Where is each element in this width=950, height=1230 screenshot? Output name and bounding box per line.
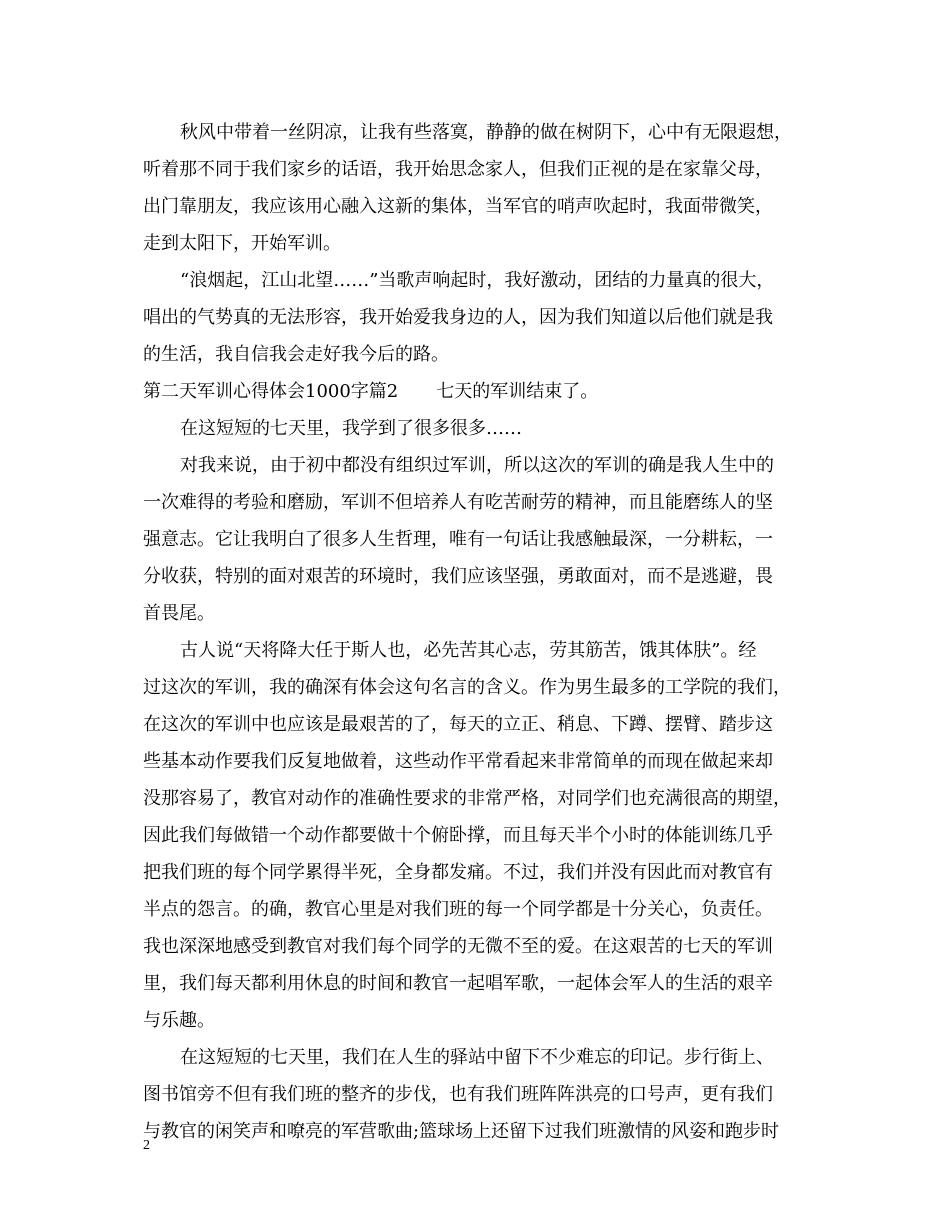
text-line: 里，我们每天都利用休息的时间和教官一起唱军歌，一起体会军人的生活的艰辛 [143, 973, 773, 994]
text-line: 分收获，特别的面对艰苦的环境时，我们应该坚强，勇敢面对，而不是逃避，畏 [143, 566, 773, 587]
section-heading-line [143, 373, 823, 410]
text-line: 过这次的军训，我的确深有体会这句名言的含义。作为男生最多的工学院的我们， [143, 677, 791, 698]
text-line: 在这次的军训中也应该是最艰苦的了，每天的立正、稍息、下蹲、摆臂、踏步这 [143, 714, 773, 735]
text-line: 在这短短的七天里，我学到了很多很多…… [180, 418, 522, 439]
text-line: “浪烟起，江山北望……”当歌声响起时，我好激动，团结的力量真的很大， [180, 270, 775, 291]
text-line: 对我来说，由于初中都没有组织过军训，所以这次的军训的确是我人生中的 [180, 455, 774, 476]
text-line: 因此我们每做错一个动作都要做十个俯卧撑，而且每天半个小时的体能训练几乎 [143, 825, 773, 846]
text-line: 唱出的气势真的无法形容，我开始爱我身边的人，因为我们知道以后他们就是我 [143, 307, 773, 328]
text-line: 图书馆旁不但有我们班的整齐的步伐，也有我们班阵阵洪亮的口号声，更有我们 [143, 1084, 773, 1105]
text-line: 秋风中带着一丝阴凉，让我有些落寞，静静的做在树阴下，心中有无限遐想， [180, 122, 792, 143]
text-line: 的生活，我自信我会走好我今后的路。 [143, 344, 449, 365]
paragraph-group-first [143, 114, 823, 373]
text-line: 古人说“天将降大任于斯人也，必先苦其心志，劳其筋苦，饿其体肤”。经 [180, 640, 757, 661]
document-body [143, 114, 823, 1150]
text-line: 没那容易了，教官对动作的准确性要求的非常严格，对同学们也充满很高的期望， [143, 788, 791, 809]
section-heading: 第二天军训心得体会1000字篇2 [143, 381, 399, 402]
text-line: 把我们班的每个同学累得半死，全身都发痛。不过，我们并没有因此而对教官有 [143, 862, 773, 883]
text-line: 听着那不同于我们家乡的话语，我开始思念家人，但我们正视的是在家靠父母， [143, 159, 773, 180]
paragraph-group-second [143, 410, 823, 1150]
text-line: 与乐趣。 [143, 1010, 215, 1031]
text-line: 走到太阳下，开始军训。 [143, 233, 341, 254]
text-line: 与教官的闲笑声和嘹亮的军营歌曲;篮球场上还留下过我们班激情的风姿和跑步时 [143, 1121, 780, 1142]
text-line: 半点的怨言。的确，教官心里是对我们班的每一个同学都是十分关心，负责任。 [143, 899, 773, 920]
text-line: 出门靠朋友，我应该用心融入这新的集体，当军官的哨声吹起时，我面带微笑， [143, 196, 773, 217]
text-line: 强意志。它让我明白了很多人生哲理，唯有一句话让我感触最深，一分耕耘，一 [143, 529, 773, 550]
text-line: 在这短短的七天里，我们在人生的驿站中留下不少难忘的印记。步行街上、 [180, 1047, 774, 1068]
text-line: 首畏尾。 [143, 603, 215, 624]
section-heading-trailing-text: 七天的军训结束了。 [436, 381, 599, 402]
text-line: 我也深深地感受到教官对我们每个同学的无微不至的爱。在这艰苦的七天的军训 [143, 936, 773, 957]
text-line: 一次难得的考验和磨励，军训不但培养人有吃苦耐劳的精神，而且能磨练人的坚 [143, 492, 773, 513]
text-line: 些基本动作要我们反复地做着，这些动作平常看起来非常简单的而现在做起来却 [143, 751, 773, 772]
page-number: 2 [143, 1138, 150, 1153]
